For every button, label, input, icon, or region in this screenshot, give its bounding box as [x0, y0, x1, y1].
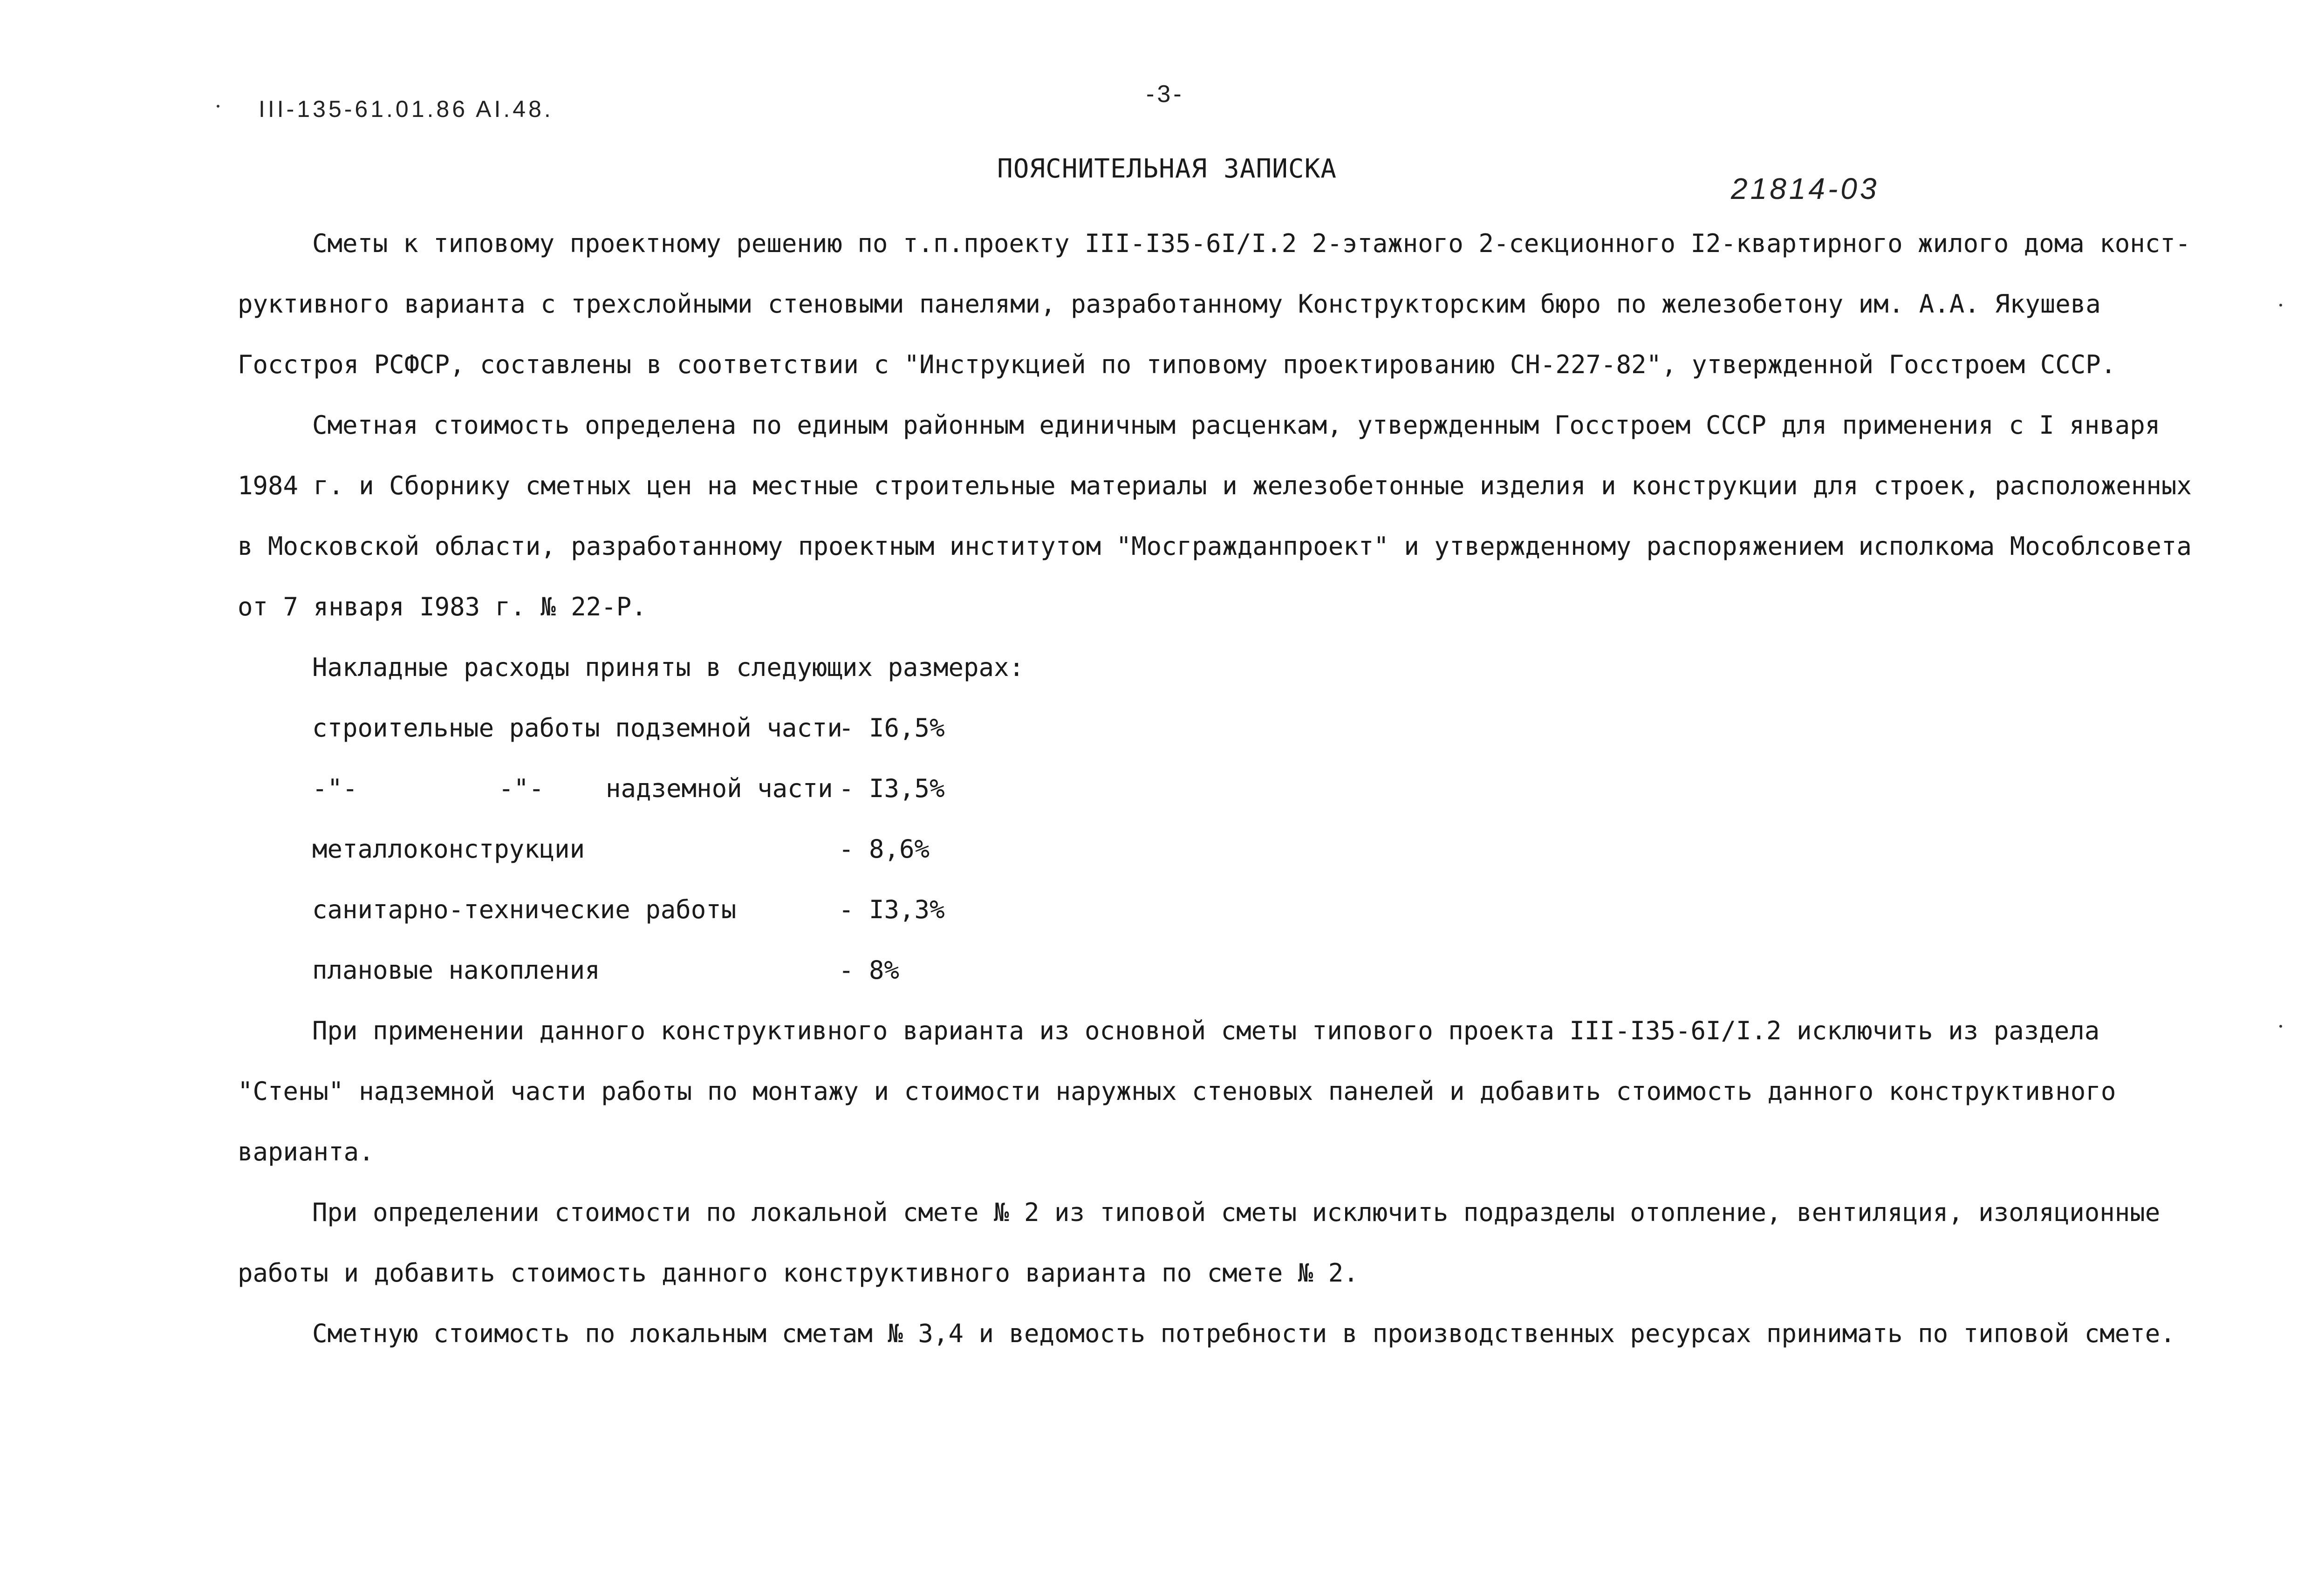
paragraph-4-line-2: работы и добавить стоимость данного конструктивного варианта по смете № 2. — [238, 1258, 1359, 1288]
paragraph-3-line-2: "Стены" надземной части работы по монтажу и стоимости наружных стеновых панелей и добавить стоимость данного конструктивного — [238, 1077, 2116, 1106]
paragraph-4-line-1: При определении стоимости по локальной смете № 2 из типовой сметы исключить подразделы отопление, вентиляция, изоляционные — [312, 1198, 2161, 1227]
page-number: -3- — [1146, 81, 1184, 108]
scan-speck — [2279, 304, 2282, 307]
paragraph-1-line-3: Госстроя РСФСР, составлены в соответствии с "Инструкцией по типовому проектированию СН-227-82", утвержденной Госстроем СССР. — [238, 350, 2116, 379]
paragraph-3-line-1: При применении данного конструктивного варианта из основной сметы типового проекта III-I35-6I/I.2 исключить из раздела — [312, 1016, 2100, 1045]
paragraph-2-line-4: от 7 января I983 г. № 22-Р. — [238, 592, 647, 621]
paragraph-1-line-1: Сметы к типовому проектному решению по т.п.проекту III-I35-6I/I.2 2-этажного 2-секционного I2-квартирного жилого дома конст- — [312, 229, 2191, 258]
overhead-value: - 8% — [839, 955, 900, 985]
overhead-label: плановые накопления — [312, 955, 600, 985]
overhead-label: санитарно-технические работы — [312, 895, 737, 924]
paragraph-4 — [238, 1182, 2161, 1303]
overhead-label: металлоконструкции — [312, 834, 585, 864]
overhead-value: - I3,5% — [839, 774, 945, 803]
overhead-label: надземной части — [606, 774, 833, 803]
paragraph-1-line-2: руктивного варианта с трехслойными стеновыми панелями, разработанному Конструкторским бюро по железобетону им. А.А. Якушева — [238, 289, 2101, 319]
paragraph-2 — [238, 395, 2192, 637]
paragraph-1 — [238, 213, 2191, 395]
document-title: ПОЯСНИТЕЛЬНАЯ ЗАПИСКА — [997, 154, 1337, 184]
paragraph-5 — [238, 1303, 2175, 1364]
scan-speck — [2279, 1025, 2282, 1028]
paragraph-2-line-3: в Московской области, разработанному проектным институтом "Мосгражданпроект" и утвержденному распоряжением исполкома Мособлсовета — [238, 532, 2192, 561]
overhead-value: - I3,3% — [839, 895, 945, 924]
overhead-value: - 8,6% — [839, 834, 930, 864]
paragraph-3-line-3: варианта. — [238, 1137, 374, 1166]
paragraph-2-line-2: 1984 г. и Сборнику сметных цен на местные строительные материалы и железобетонные изделия и конструкции для строек, расположенных — [238, 471, 2192, 500]
overhead-value: - I6,5% — [839, 713, 945, 743]
document-code: III-135-61.01.86 AI.48. — [259, 96, 554, 122]
paragraph-5-line-1: Сметную стоимость по локальным сметам № 3,4 и ведомость потребности в производственных ресурсах принимать по типовой смете. — [312, 1319, 2175, 1348]
scan-speck — [217, 105, 219, 108]
paragraph-2-line-1: Сметная стоимость определена по единым районным единичным расценкам, утвержденным Госстроем СССР для применения с I января — [312, 410, 2161, 440]
overhead-intro: Накладные расходы приняты в следующих размерах: — [312, 653, 1025, 682]
ditto-mark: -"- — [499, 774, 544, 803]
ditto-mark: -"- — [312, 774, 358, 803]
overhead-label: строительные работы подземной части — [312, 713, 842, 743]
inventory-number: 21814-03 — [1731, 172, 1880, 205]
paragraph-3 — [238, 1001, 2148, 1182]
